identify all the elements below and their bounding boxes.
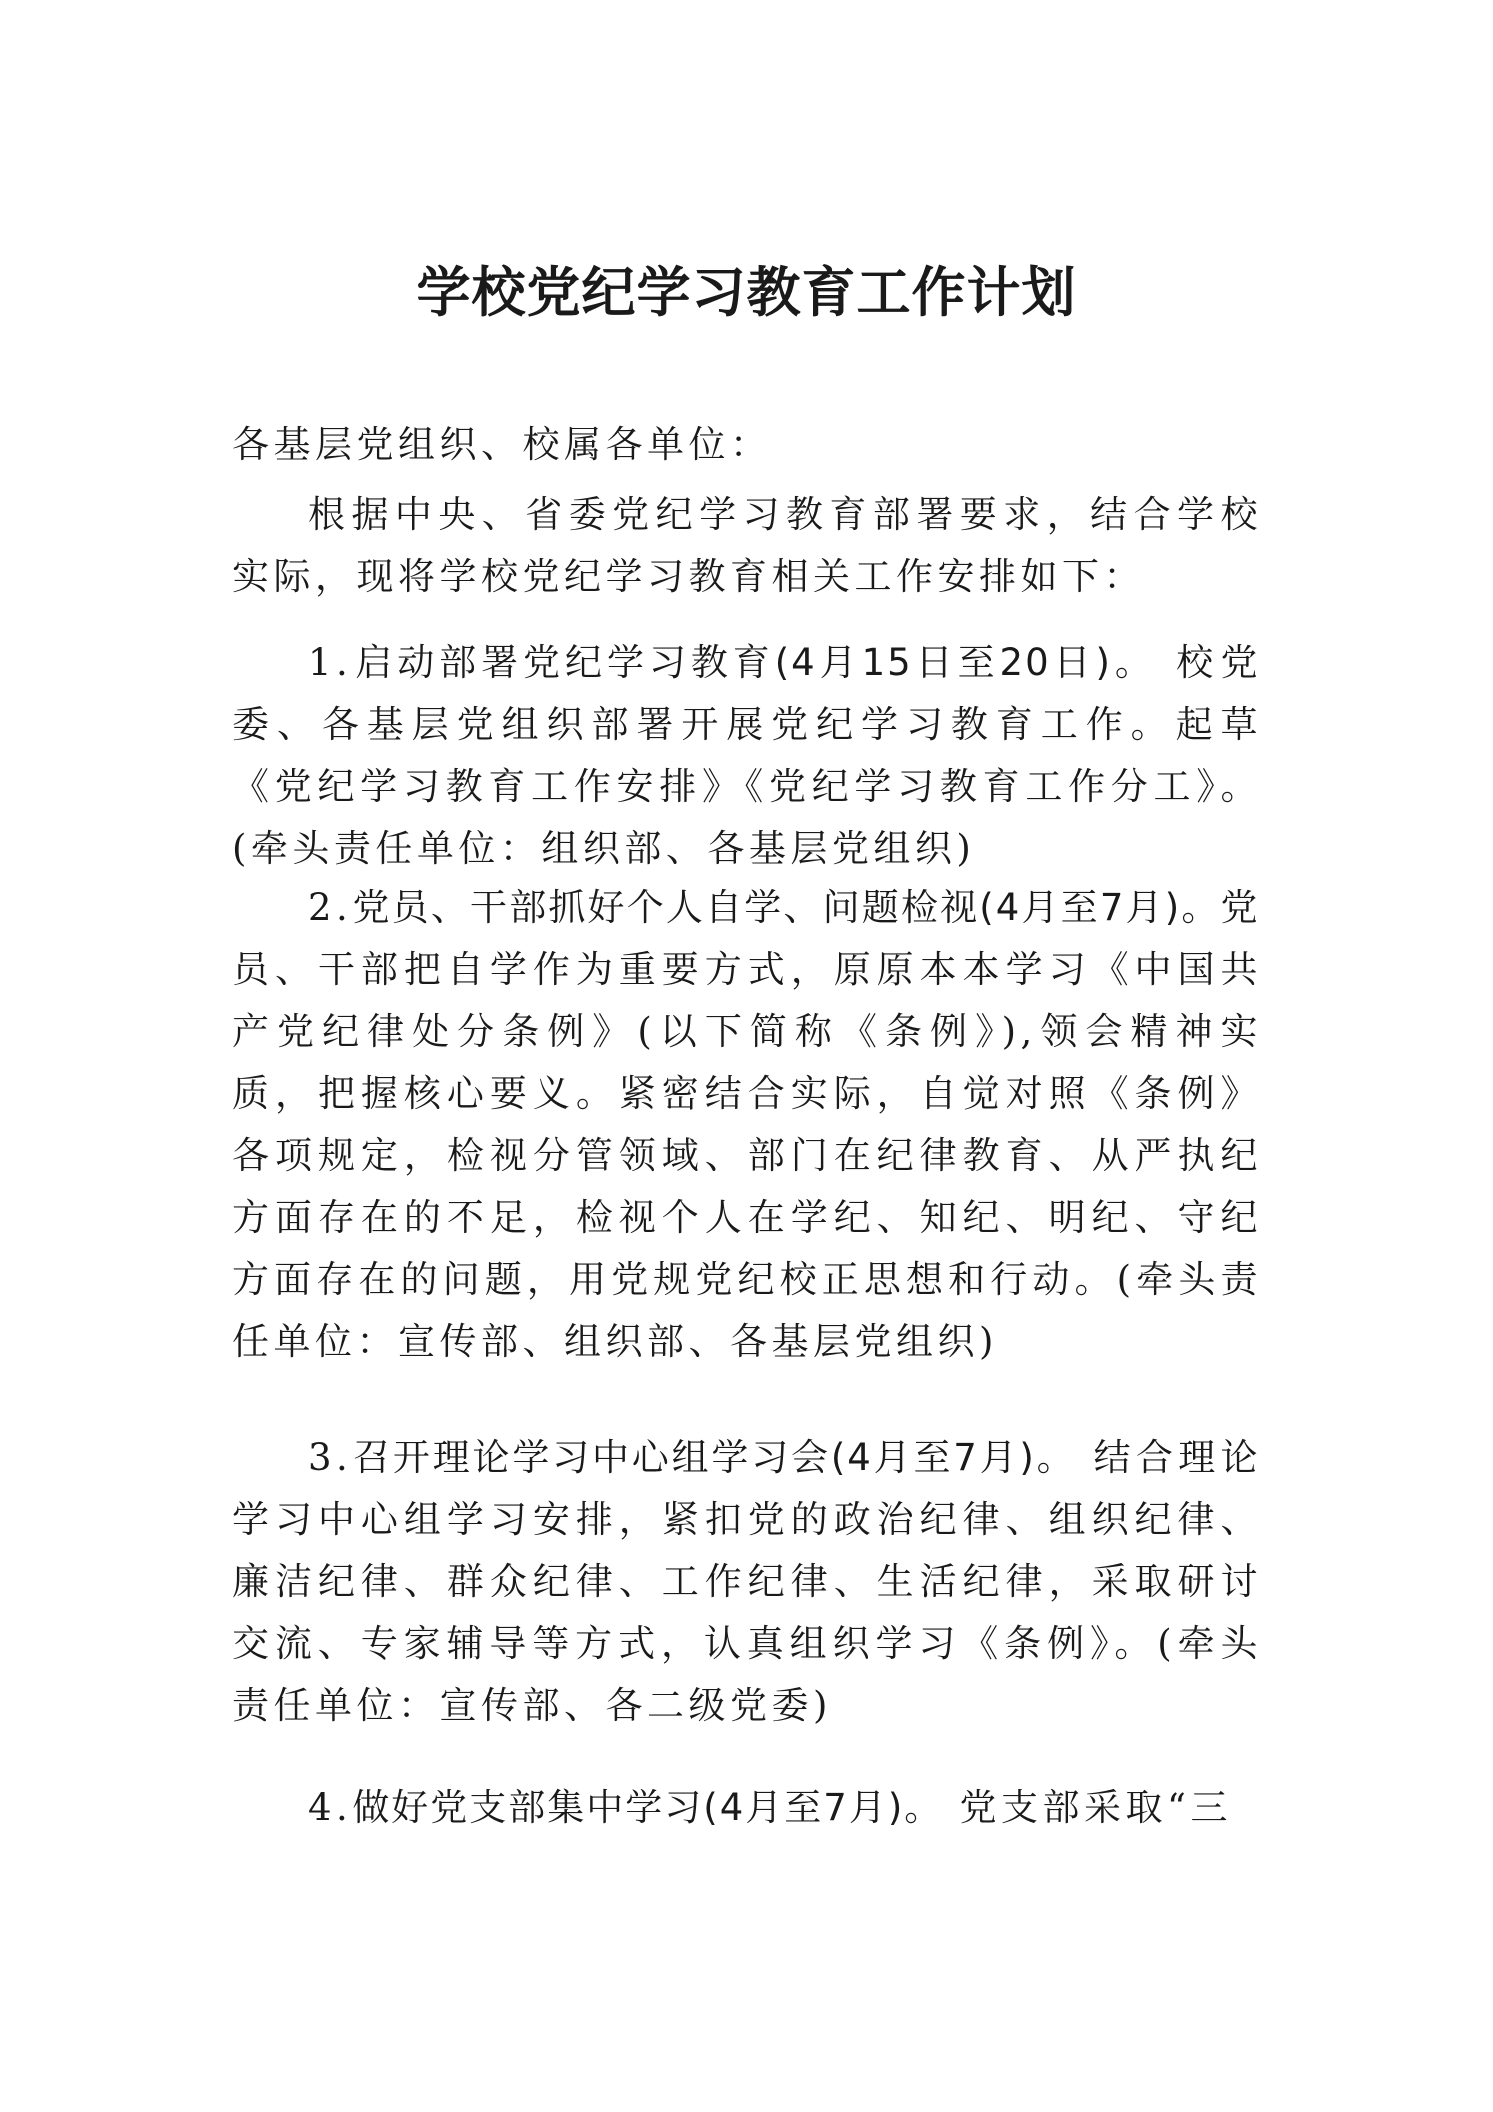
item-number: 3.: [308, 1436, 353, 1479]
item-number: 4.: [308, 1786, 353, 1829]
plan-item-3: [232, 1427, 1262, 1737]
item-text: 结合理论学习中心组学习安排，紧扣党的政治纪律、组织纪律、廉洁纪律、群众纪律、工作纪律、生活纪律，采取研讨交流、专家辅导等方式，认真组织学习《条例》。(牵头责任单位：宣传部、各二级党委): [232, 1436, 1263, 1727]
item-text: 校党委、各基层党组织部署开展党纪学习教育工作。起草《党纪学习教育工作安排》《党纪学习教育工作分工》。(牵头责任单位：组织部、各基层党组织): [232, 641, 1263, 870]
intro-paragraph: 根据中央、省委党纪学习教育部署要求，结合学校实际，现将学校党纪学习教育相关工作安排如下：: [232, 493, 1262, 598]
item-heading: 召开理论学习中心组学习会(4月至7月)。: [352, 1436, 1077, 1479]
salutation: 各基层党组织、校属各单位：: [232, 423, 772, 466]
item-number: 2.: [308, 886, 353, 929]
item-number: 1.: [308, 641, 353, 684]
document-title: 学校党纪学习教育工作计划: [416, 261, 1077, 324]
plan-item-1: [232, 632, 1262, 880]
item-text: 党员、干部把自学作为重要方式，原原本本学习《中国共产党纪律处分条例》(以下简称《条例》),领会精神实质，把握核心要义。紧密结合实际，自觉对照《条例》各项规定，检视分管领域、部门在纪律教育、从严执纪方面存在的不足，检视个人在学纪、知纪、明纪、守纪方面存在的问题，用党规党纪校正思想和行动。(牵头责任单位：宣传部、组织部、各基层党组织): [232, 886, 1262, 1363]
item-text: 党支部采取“三: [959, 1786, 1232, 1829]
plan-item-4: [232, 1777, 1262, 1839]
item-heading: 做好党支部集中学习(4月至7月)。: [352, 1786, 944, 1829]
item-heading: 启动部署党纪学习教育(4月15日至20日)。: [352, 641, 1157, 684]
item-heading: 党员、干部抓好个人自学、问题检视(4月至7月)。: [352, 886, 1221, 929]
plan-item-2: [232, 877, 1262, 1373]
